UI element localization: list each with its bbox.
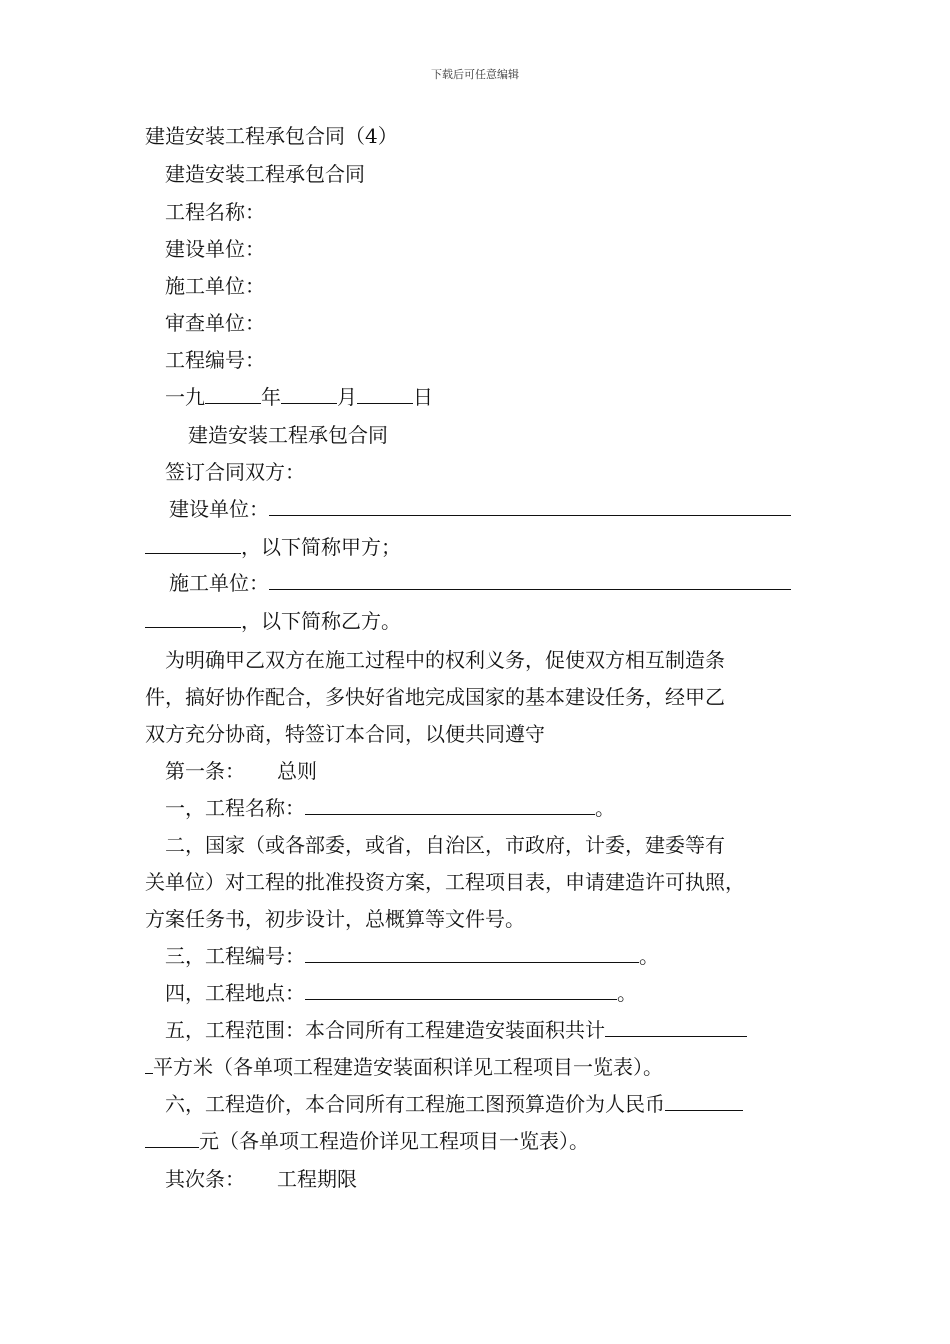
date-prefix: 一九 xyxy=(165,385,205,409)
contract-heading: 建造安装工程承包合同 xyxy=(188,423,388,447)
cover-heading: 建造安装工程承包合同 xyxy=(165,162,365,186)
article-2-heading xyxy=(165,1167,357,1191)
item-2-line-3: 方案任务书，初步设计，总概算等文件号。 xyxy=(145,907,525,931)
party-b-suffix-line xyxy=(145,609,401,633)
item-1-label: 一，工程名称： xyxy=(165,796,305,820)
cover-field-reviewer: 审查单位： xyxy=(165,311,265,335)
party-b-label: 施工单位： xyxy=(169,571,269,595)
document-title: 建造安装工程承包合同（4） xyxy=(145,124,398,148)
party-b-suffix: ，以下简称乙方。 xyxy=(241,609,401,633)
article-1-label: 第一条： xyxy=(165,759,245,783)
party-a-line xyxy=(169,497,791,521)
item-5-line-2 xyxy=(145,1055,663,1079)
date-day: 日 xyxy=(413,385,433,409)
preamble-line-2: 件，搞好协作配合，多快好省地完成国家的基本建设任务，经甲乙 xyxy=(145,685,725,709)
item-5-blank xyxy=(605,1018,747,1037)
party-b-blank-cont xyxy=(145,609,241,628)
item-5-unit: 平方米（各单项工程建造安装面积详见工程项目一览表）。 xyxy=(153,1055,663,1079)
item-4-line xyxy=(165,981,637,1005)
item-6-line-1 xyxy=(165,1092,743,1116)
cover-field-project-number: 工程编号： xyxy=(165,348,265,372)
date-month: 月 xyxy=(337,385,357,409)
cover-date-line xyxy=(165,385,433,409)
cover-field-contractor: 施工单位： xyxy=(165,274,265,298)
article-2-label: 其次条： xyxy=(165,1167,245,1191)
date-year: 年 xyxy=(261,385,281,409)
parties-label: 签订合同双方： xyxy=(165,460,305,484)
item-4-end: 。 xyxy=(617,981,637,1005)
item-5-blank-cont xyxy=(145,1055,153,1074)
article-1-heading xyxy=(165,759,317,783)
cover-field-builder: 建设单位： xyxy=(165,237,265,261)
preamble-line-1: 为明确甲乙双方在施工过程中的权利义务，促使双方相互制造条 xyxy=(165,648,725,672)
article-1-title: 总则 xyxy=(277,759,317,783)
date-day-blank xyxy=(357,385,413,404)
party-a-suffix: ，以下简称甲方； xyxy=(241,535,401,559)
item-2-line-1: 二，国家（或各部委，或省，自治区，市政府，计委，建委等有 xyxy=(165,833,725,857)
date-year-blank xyxy=(205,385,261,404)
item-6-text: 六，工程造价，本合同所有工程施工图预算造价为人民币 xyxy=(165,1092,665,1116)
party-a-blank xyxy=(269,497,791,516)
item-3-label: 三，工程编号： xyxy=(165,944,305,968)
party-a-blank-cont xyxy=(145,535,241,554)
party-a-suffix-line xyxy=(145,535,401,559)
item-4-label: 四，工程地点： xyxy=(165,981,305,1005)
item-6-blank-cont xyxy=(145,1129,199,1148)
item-1-end: 。 xyxy=(595,796,615,820)
cover-field-project-name: 工程名称： xyxy=(165,200,265,224)
item-5-text: 五，工程范围：本合同所有工程建造安装面积共计 xyxy=(165,1018,605,1042)
item-5-line-1 xyxy=(165,1018,747,1042)
date-month-blank xyxy=(281,385,337,404)
item-3-line xyxy=(165,944,659,968)
article-2-title: 工程期限 xyxy=(277,1167,357,1191)
item-3-blank xyxy=(305,944,639,963)
party-b-blank xyxy=(269,571,791,590)
item-3-end: 。 xyxy=(639,944,659,968)
item-1-line xyxy=(165,796,615,820)
item-4-blank xyxy=(305,981,617,1000)
party-a-label: 建设单位： xyxy=(169,497,269,521)
party-b-line xyxy=(169,571,791,595)
item-2-line-2: 关单位）对工程的批准投资方案，工程项目表，申请建造许可执照， xyxy=(145,870,745,894)
page-header-note: 下载后可任意编辑 xyxy=(431,68,519,81)
item-6-blank xyxy=(665,1092,743,1111)
item-6-line-2 xyxy=(145,1129,589,1153)
item-6-unit: 元（各单项工程造价详见工程项目一览表）。 xyxy=(199,1129,589,1153)
item-1-blank xyxy=(305,796,595,815)
preamble-line-3: 双方充分协商，特签订本合同，以便共同遵守 xyxy=(145,722,545,746)
